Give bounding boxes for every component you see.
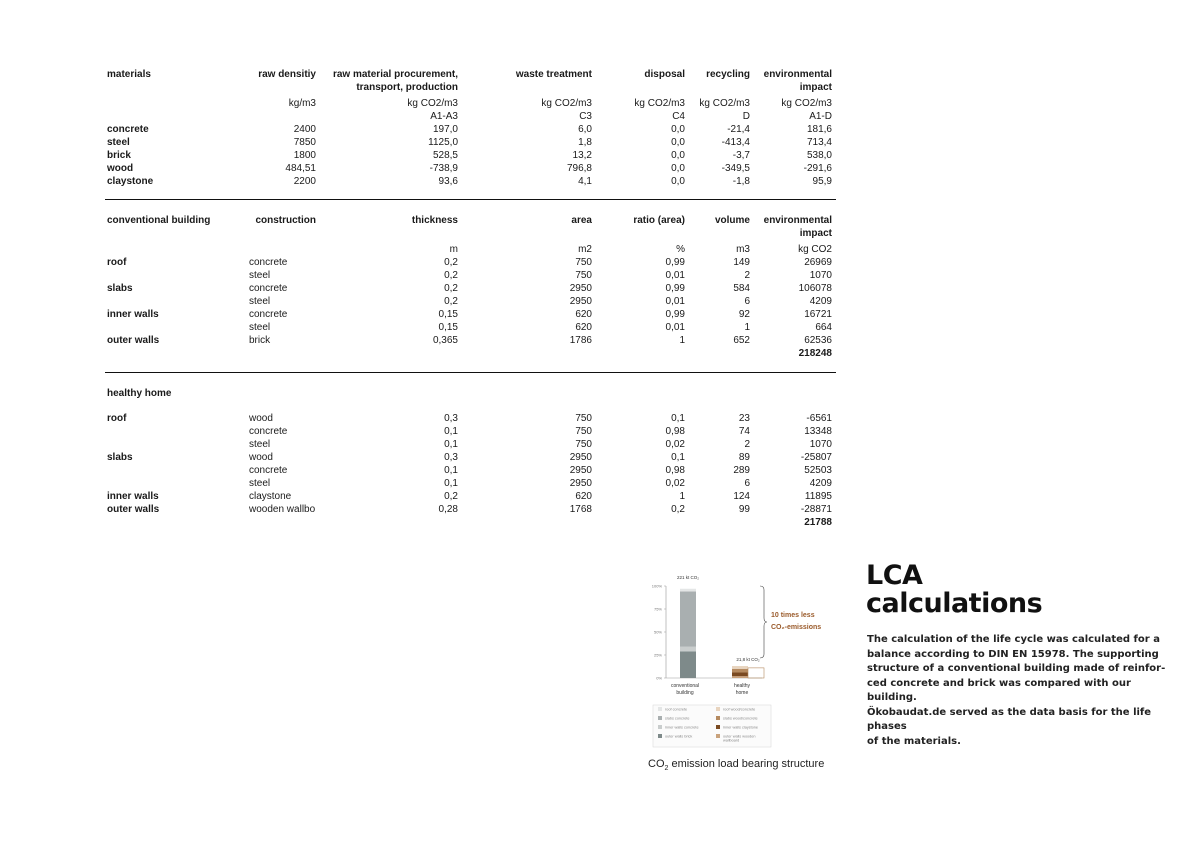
- table-cell: 0,2: [671, 504, 685, 515]
- table-cell: 750: [575, 257, 592, 268]
- table-cell: 0,3: [444, 452, 458, 463]
- bar-segment: [680, 589, 696, 592]
- table-cell: 0,28: [438, 504, 458, 515]
- header-volume: volume: [714, 215, 750, 226]
- unit: m: [449, 244, 458, 255]
- table-cell: concrete: [107, 124, 149, 135]
- legend-swatch: [716, 725, 720, 729]
- table-cell: 0,98: [665, 426, 685, 437]
- table-cell: 26969: [804, 257, 832, 268]
- header-thickness: thickness: [411, 215, 458, 226]
- table-cell: 2950: [569, 465, 592, 476]
- table-cell: 0,3: [444, 413, 458, 424]
- table-cell: 2200: [293, 176, 316, 187]
- table-cell: 4209: [809, 478, 832, 489]
- table-cell: 0,2: [444, 257, 458, 268]
- table-cell: 0,0: [671, 150, 685, 161]
- header-env-2: impact: [799, 228, 832, 239]
- co2-chart: [640, 568, 840, 750]
- header-disposal: disposal: [644, 69, 685, 80]
- table-cell: 528,5: [432, 150, 458, 161]
- unit: kg CO2/m3: [634, 98, 685, 109]
- table-cell: 750: [575, 439, 592, 450]
- table-cell: steel: [249, 322, 271, 333]
- table-cell: 0,1: [444, 478, 458, 489]
- unit: kg CO2/m3: [781, 98, 832, 109]
- legend-label: slabs wood/concrete: [723, 716, 758, 721]
- table-cell: 1070: [809, 270, 832, 281]
- table-cell: brick: [249, 335, 271, 346]
- annotation: CO₂-emissions: [771, 624, 822, 631]
- table-cell: concrete: [249, 257, 288, 268]
- y-tick-label: 50%: [653, 629, 662, 635]
- phase: C4: [672, 111, 685, 122]
- y-tick-label: 25%: [653, 652, 662, 658]
- table-cell: -413,4: [721, 137, 750, 148]
- unit: kg CO2/m3: [541, 98, 592, 109]
- unit: m2: [578, 244, 592, 255]
- table-cell: 0,02: [665, 439, 685, 450]
- table-cell: 106078: [798, 283, 832, 294]
- table-cell: claystone: [249, 491, 292, 502]
- table-cell: 149: [733, 257, 750, 268]
- y-tick-label: 100%: [651, 583, 662, 589]
- table-cell: 652: [733, 335, 750, 346]
- table-cell: 796,8: [566, 163, 592, 174]
- category-label: healthy: [733, 683, 751, 689]
- table-cell: 197,0: [432, 124, 458, 135]
- table-cell: 1: [744, 322, 750, 333]
- table-cell: 1125,0: [428, 137, 458, 148]
- table-cell: -6561: [806, 413, 832, 424]
- bar-segment: [680, 647, 696, 652]
- table-cell: 0,0: [671, 176, 685, 187]
- table-cell: concrete: [249, 465, 288, 476]
- legend-swatch: [658, 716, 662, 720]
- unit: kg CO2: [798, 244, 832, 255]
- chart-caption: $CO_2$ emission load bearing structure: [648, 758, 825, 773]
- bar-segment: [732, 669, 748, 673]
- bar-outline: [748, 668, 764, 678]
- legend-label: inner walls concrete: [665, 725, 699, 730]
- table-cell: -3,7: [732, 150, 750, 161]
- unit: %: [676, 244, 685, 255]
- phase: D: [742, 111, 750, 122]
- conv-title: conventional building: [107, 215, 211, 226]
- phase: A1-D: [809, 111, 832, 122]
- table-cell: 13348: [804, 426, 832, 437]
- table-cell: 124: [733, 491, 750, 502]
- table-cell: 0,98: [665, 465, 685, 476]
- table-cell: 713,4: [806, 137, 832, 148]
- table-cell: 0,365: [432, 335, 458, 346]
- header-raw-density: raw densitiy: [258, 69, 316, 80]
- healthy-title: healthy home: [107, 388, 172, 399]
- table-cell: 1768: [569, 504, 592, 515]
- table-cell: 52503: [804, 465, 832, 476]
- table-cell: 0,99: [665, 283, 685, 294]
- bar-segment: [732, 676, 748, 678]
- legend-swatch: [716, 716, 720, 720]
- table-cell: 0,01: [665, 322, 685, 333]
- table-cell: 538,0: [806, 150, 832, 161]
- table-cell: 289: [733, 465, 750, 476]
- unit: m3: [736, 244, 750, 255]
- header-procurement-2: transport, production: [356, 82, 458, 93]
- legend-swatch: [658, 707, 662, 711]
- total-label: 21,8 kt CO₂: [736, 657, 760, 663]
- table-cell: 620: [575, 309, 592, 320]
- table-cell: brick: [107, 150, 131, 161]
- legend-swatch: [716, 734, 720, 738]
- table-cell: 1: [679, 335, 685, 346]
- table-cell: slabs: [107, 452, 133, 463]
- table-cell: 2950: [569, 452, 592, 463]
- table-cell: 13,2: [572, 150, 592, 161]
- table-cell: -738,9: [429, 163, 458, 174]
- table-cell: 0,99: [665, 309, 685, 320]
- table-cell: 1: [679, 491, 685, 502]
- header-area: area: [571, 215, 592, 226]
- table-cell: 0,15: [438, 322, 458, 333]
- unit: kg/m3: [288, 98, 316, 109]
- table-cell: 0,0: [671, 124, 685, 135]
- table-cell: 4,1: [578, 176, 592, 187]
- table-cell: 6: [744, 296, 750, 307]
- table-cell: roof: [107, 413, 127, 424]
- bar-segment: [732, 672, 748, 676]
- table-cell: 0,1: [671, 413, 685, 424]
- table-cell: slabs: [107, 283, 133, 294]
- table-cell: 74: [738, 426, 750, 437]
- table-cell: 0,1: [444, 439, 458, 450]
- brace: [760, 586, 767, 658]
- table-cell: 93,6: [438, 176, 458, 187]
- table-cell: 0,2: [444, 296, 458, 307]
- table-cell: -349,5: [721, 163, 750, 174]
- divider: [105, 372, 836, 373]
- table-cell: -1,8: [732, 176, 750, 187]
- table-cell: inner walls: [107, 309, 159, 320]
- annotation: 10 times less: [771, 612, 815, 619]
- table-cell: 0,2: [444, 283, 458, 294]
- table-cell: 6: [744, 478, 750, 489]
- table-cell: 664: [815, 322, 832, 333]
- header-env-2: impact: [799, 82, 832, 93]
- table-cell: 620: [575, 491, 592, 502]
- table-cell: steel: [249, 439, 271, 450]
- table-cell: 11895: [804, 491, 832, 502]
- table-cell: 7850: [293, 137, 316, 148]
- lca-description: The calculation of the life cycle was calculated for a balance according to DIN EN 15978. The supporting structure of a conventional building made of reinfor- ced concrete and brick was compared with our building. Ökobaudat.de served as the data basis for the life phases of the materials.: [867, 634, 1166, 747]
- legend-swatch: [658, 734, 662, 738]
- category-label: building: [676, 690, 694, 696]
- phase: A1-A3: [430, 111, 458, 122]
- unit: kg CO2/m3: [407, 98, 458, 109]
- table-cell: 16721: [804, 309, 832, 320]
- table-cell: 1070: [809, 439, 832, 450]
- legend-swatch: [658, 725, 662, 729]
- header-env-1: environmental: [763, 215, 832, 226]
- legend-label: wallboard: [723, 738, 740, 743]
- table-cell: wooden wallbo: [249, 504, 316, 515]
- divider: [105, 199, 836, 200]
- table-cell: 89: [738, 452, 750, 463]
- table-cell: claystone: [107, 176, 154, 187]
- table-cell: 584: [733, 283, 750, 294]
- header-env-1: environmental: [763, 69, 832, 80]
- table-cell: 181,6: [806, 124, 832, 135]
- table-cell: 2: [744, 270, 750, 281]
- table-cell: 620: [575, 322, 592, 333]
- category-label: conventional: [670, 683, 700, 689]
- table-cell: outer walls: [107, 335, 160, 346]
- table-cell: 1800: [293, 150, 316, 161]
- bar-segment: [732, 666, 748, 669]
- bar-segment: [680, 592, 696, 647]
- table-cell: 0,0: [671, 163, 685, 174]
- conv-total: 218248: [798, 348, 832, 359]
- header-waste: waste treatment: [515, 69, 592, 80]
- healthy-total: 21788: [804, 517, 832, 528]
- table-cell: 0,02: [665, 478, 685, 489]
- table-cell: wood: [107, 163, 134, 174]
- table-cell: 92: [738, 309, 750, 320]
- table-cell: 0,01: [665, 270, 685, 281]
- table-cell: 0,01: [665, 296, 685, 307]
- table-cell: 0,1: [444, 465, 458, 476]
- table-cell: steel: [249, 478, 271, 489]
- legend-label: inner walls claystone: [723, 725, 759, 730]
- table-cell: 750: [575, 426, 592, 437]
- header-ratio: ratio (area): [633, 215, 685, 226]
- table-cell: -25807: [800, 452, 832, 463]
- table-cell: 484,51: [285, 163, 316, 174]
- table-cell: steel: [249, 270, 271, 281]
- table-cell: 0,15: [438, 309, 458, 320]
- y-tick-label: 0%: [656, 675, 662, 681]
- table-cell: 95,9: [812, 176, 832, 187]
- table-cell: 2950: [569, 296, 592, 307]
- table-cell: 0,0: [671, 137, 685, 148]
- phase: C3: [579, 111, 592, 122]
- table-cell: 4209: [809, 296, 832, 307]
- table-cell: inner walls: [107, 491, 159, 502]
- legend-label: outer walls brick: [665, 734, 693, 739]
- table-cell: concrete: [249, 426, 288, 437]
- legend-label: roof concrete: [665, 707, 688, 712]
- table-cell: 0,2: [444, 270, 458, 281]
- legend-label: outer walls wooden: [723, 734, 756, 739]
- table-cell: concrete: [249, 283, 288, 294]
- total-label: 221 kt CO₂: [676, 575, 700, 580]
- table-cell: -21,4: [727, 124, 750, 135]
- lca-title: LCA calculations: [866, 560, 1043, 619]
- table-cell: 0,99: [665, 257, 685, 268]
- table-cell: 6,0: [578, 124, 592, 135]
- header-construction: construction: [255, 215, 316, 226]
- table-cell: 750: [575, 270, 592, 281]
- header-procurement-1: raw material procurement,: [332, 69, 458, 80]
- table-cell: 2950: [569, 478, 592, 489]
- table-cell: 1,8: [578, 137, 592, 148]
- table-cell: -28871: [800, 504, 832, 515]
- table-cell: roof: [107, 257, 127, 268]
- table-cell: 2400: [293, 124, 316, 135]
- table-cell: 2950: [569, 283, 592, 294]
- table-cell: steel: [107, 137, 130, 148]
- legend-label: slabs concrete: [665, 716, 690, 721]
- table-cell: 0,1: [444, 426, 458, 437]
- table-cell: 750: [575, 413, 592, 424]
- header-recycling: recycling: [706, 69, 750, 80]
- table-cell: 2: [744, 439, 750, 450]
- table-cell: concrete: [249, 309, 288, 320]
- table-cell: 0,2: [444, 491, 458, 502]
- header-materials: materials: [107, 69, 151, 80]
- category-label: home: [735, 690, 749, 696]
- table-cell: 0,1: [671, 452, 685, 463]
- table-cell: outer walls: [107, 504, 160, 515]
- table-cell: wood: [249, 413, 273, 424]
- y-tick-label: 75%: [653, 606, 662, 612]
- unit: kg CO2/m3: [699, 98, 750, 109]
- legend-label: roof wood/concrete: [723, 707, 756, 712]
- table-cell: -291,6: [803, 163, 832, 174]
- table-cell: 23: [738, 413, 750, 424]
- table-cell: 1786: [569, 335, 592, 346]
- legend-swatch: [716, 707, 720, 711]
- table-cell: steel: [249, 296, 271, 307]
- table-cell: wood: [249, 452, 273, 463]
- table-cell: 62536: [804, 335, 832, 346]
- bar-segment: [680, 651, 696, 678]
- table-cell: 99: [738, 504, 750, 515]
